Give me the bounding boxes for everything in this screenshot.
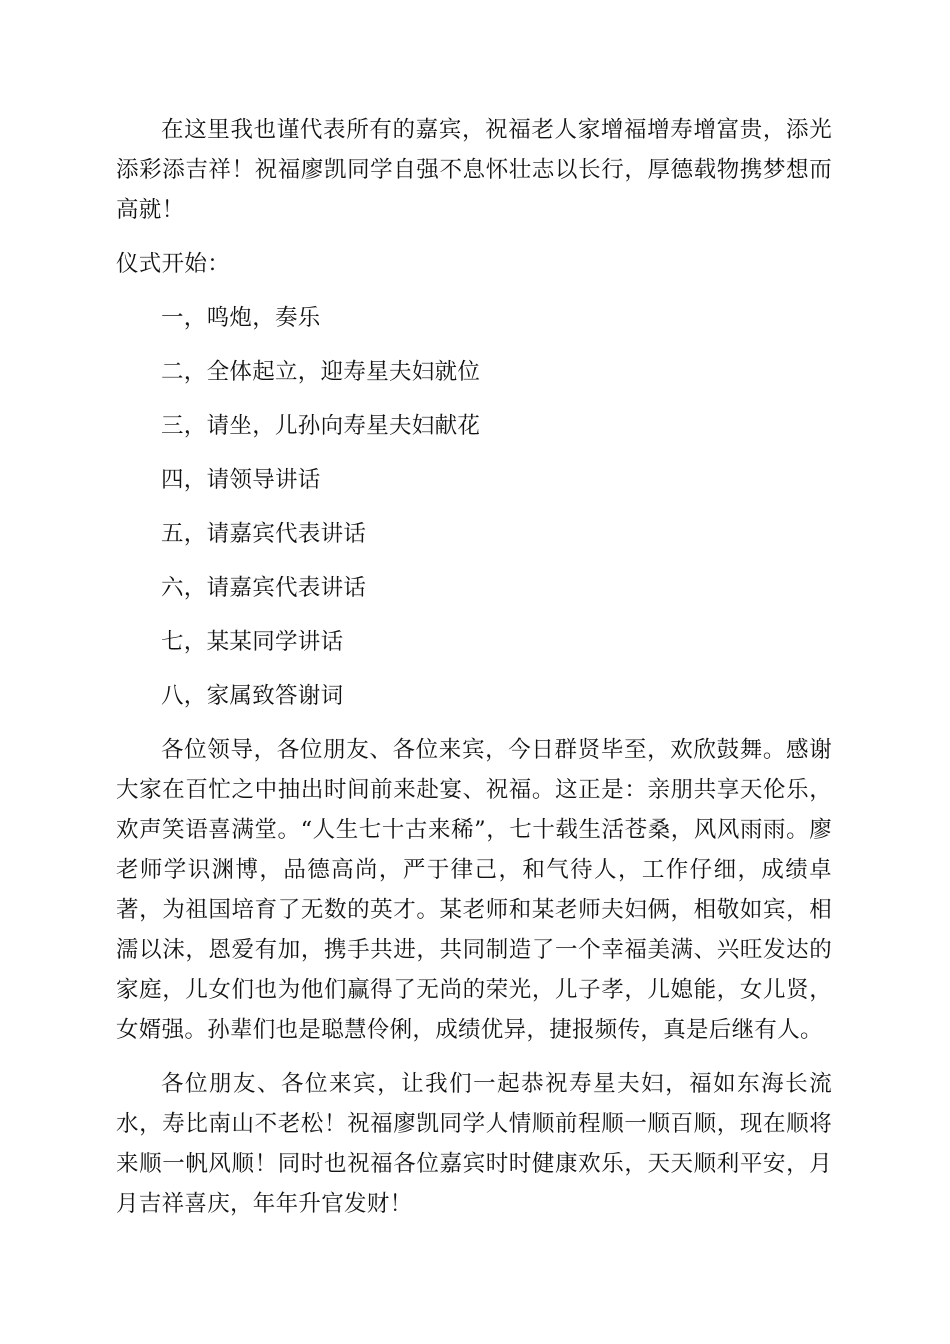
ceremony-step-7: 七，某某同学讲话 bbox=[161, 629, 344, 655]
ceremony-heading: 仪式开始： bbox=[116, 251, 231, 277]
ceremony-step-1: 一，鸣炮，奏乐 bbox=[161, 305, 321, 331]
ceremony-step-6: 六，请嘉宾代表讲话 bbox=[161, 575, 367, 601]
ceremony-step-5: 五，请嘉宾代表讲话 bbox=[161, 521, 367, 547]
ceremony-step-2: 二，全体起立，迎寿星夫妇就位 bbox=[161, 359, 481, 385]
paragraph-speech: 各位领导，各位朋友、各位来宾，今日群贤毕至，欢欣鼓舞。感谢大家在百忙之中抽出时间前来赴宴、祝福。这正是：亲朋共享天伦乐，欢声笑语喜满堂。“人生七十古来稀”，七十载生活苍桑，风风雨雨。廖老师学识渊博，品德高尚，严于律己，和气待人，工作仔细，成绩卓著，为祖国培育了无数的英才。某老师和某老师夫妇俩，相敬如宾，相濡以沫，恩爱有加，携手共进，共同制造了一个幸福美满、兴旺发达的家庭，儿女们也为他们赢得了无尚的荣光，儿子孝，儿媳能，女儿贤，女婿强。孙辈们也是聪慧伶俐，成绩优异，捷报频传，真是后继有人。 bbox=[116, 737, 832, 1043]
ceremony-step-3: 三，请坐，儿孙向寿星夫妇献花 bbox=[161, 413, 481, 439]
ceremony-step-4: 四，请领导讲话 bbox=[161, 467, 321, 493]
document-body bbox=[116, 110, 832, 1224]
paragraph-blessing: 在这里我也谨代表所有的嘉宾，祝福老人家增福增寿增富贵，添光添彩添吉祥！祝福廖凯同学自强不息怀壮志以长行，厚德载物携梦想而高就！ bbox=[116, 117, 832, 223]
paragraph-closing-blessing: 各位朋友、各位来宾，让我们一起恭祝寿星夫妇，福如东海长流水，寿比南山不老松！祝福廖凯同学人情顺前程顺一顺百顺，现在顺将来顺一帆风顺！同时也祝福各位嘉宾时时健康欢乐，天天顺利平安，月月吉祥喜庆，年年升官发财！ bbox=[116, 1071, 832, 1217]
ceremony-step-8: 八，家属致答谢词 bbox=[161, 683, 344, 709]
